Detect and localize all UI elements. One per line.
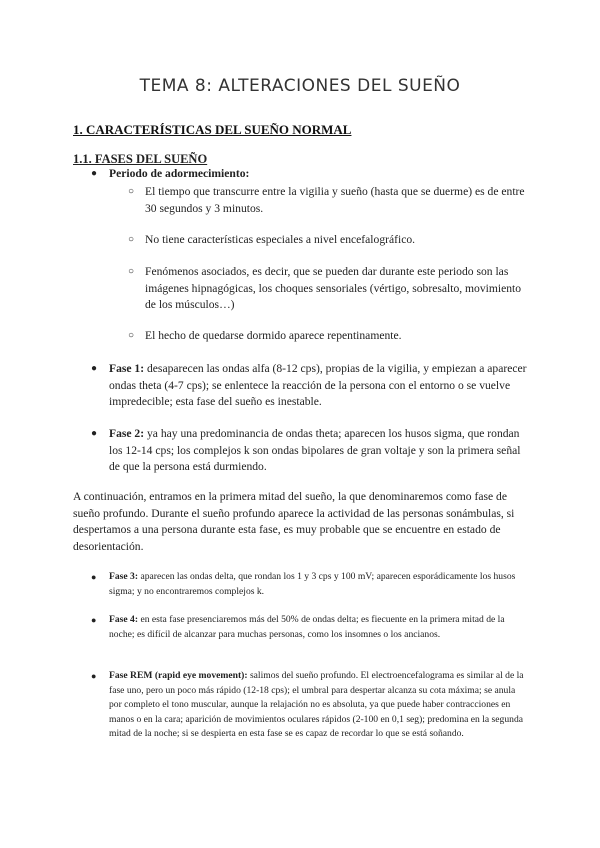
circle-bullet-icon: ○ bbox=[128, 330, 135, 341]
sub-item-text: Fenómenos asociados, es decir, que se pueden dar durante este periodo son las imágenes hipnagógicas, los choques sensoriales (vértigo, sobresalto, movimiento de los músculos…) bbox=[145, 265, 522, 311]
list-item-adormecimiento bbox=[91, 166, 529, 183]
section-heading: 1. CARACTERÍSTICAS DEL SUEÑO NORMAL bbox=[73, 122, 352, 137]
fase-3-text: aparecen las ondas delta, que rondan los 1 y 3 cps y 100 mV; aparecen esporádicamente los husos sigma; y no encontraremos complejos k. bbox=[109, 571, 516, 597]
adormecimiento-label: Periodo de adormecimiento: bbox=[109, 167, 250, 180]
sueno-profundo-paragraph: A continuación, entramos en la primera mitad del sueño, la que denominaremos como fase de sueño profundo. Durante el sueño profundo aparece la actividad de las personas sonámbulas, si despertamos a una persona durante esta fase, es muy probable que se encuentre en estado de desorientación. bbox=[73, 490, 515, 553]
fase-3-label: Fase 3: bbox=[109, 571, 139, 582]
sub-item-text: El hecho de quedarse dormido aparece repentinamente. bbox=[145, 329, 402, 342]
circle-bullet-icon: ○ bbox=[128, 266, 135, 277]
fase-4-label: Fase 4: bbox=[109, 614, 139, 625]
fase-rem-text: salimos del sueño profundo. El electroencefalograma es similar al de la fase uno, pero un poco más rápido (12-18 cps); el umbral para despertar alcanza su cota máxima; se anula por completo el tono muscular, aunque la relajación no es absoluta, ya que puede haber contracciones en manos o en la cara; aparición de movimientos oculares rápidos (2-100 en 0,1 seg); predomina en la segunda mitad de la noche; si se despierta en esta fase se es capaz de recordar lo que se está soñando. bbox=[109, 670, 524, 740]
bullet-icon: ● bbox=[91, 363, 98, 374]
circle-bullet-icon: ○ bbox=[128, 186, 135, 197]
fase-4-text: en esta fase presenciaremos más del 50% de ondas delta; es fiecuente en la primera mitad de la noche; es difícil de alcanzar para muchas personas, como los insomnes o los ancianos. bbox=[109, 614, 505, 640]
list-item-fase-3 bbox=[91, 570, 529, 599]
bullet-icon: ● bbox=[91, 572, 97, 582]
list-item-fase-rem bbox=[91, 669, 529, 742]
subsection-heading: 1.1. FASES DEL SUEÑO bbox=[73, 152, 208, 166]
sub-list-item bbox=[128, 264, 530, 314]
fase-1-text: desaparecen las ondas alfa (8-12 cps), propias de la vigilia, y empiezan a aparecer ondas theta (4-7 cps); se enlentece la reacción de la persona con el entorno o se vuelve impredecible; esta fase del sueño es inestable. bbox=[109, 362, 527, 408]
fase-rem-label: Fase REM (rapid eye movement): bbox=[109, 670, 248, 681]
sub-list-item bbox=[128, 184, 530, 217]
sub-list-item bbox=[128, 232, 530, 249]
bullet-icon: ● bbox=[91, 671, 97, 681]
fase-2-text: ya hay una predominancia de ondas theta; aparecen los husos sigma, que rondan los 12-14 cps; los complejos k son ondas bipolares de gran voltaje y son la primera señal de que la persona está durmiendo. bbox=[109, 427, 521, 473]
bullet-icon: ● bbox=[91, 615, 97, 625]
list-item-fase-4 bbox=[91, 613, 529, 642]
document-title: TEMA 8: ALTERACIONES DEL SUEÑO bbox=[139, 76, 461, 96]
bullet-icon: ● bbox=[91, 428, 98, 439]
bullet-icon: ● bbox=[91, 168, 98, 179]
list-item-fase-1 bbox=[91, 361, 529, 411]
list-item-fase-2 bbox=[91, 426, 529, 476]
sub-item-text: No tiene características especiales a nivel encefalográfico. bbox=[145, 233, 416, 246]
sub-item-text: El tiempo que transcurre entre la vigilia y sueño (hasta que se duerme) es de entre 30 segundos y 3 minutos. bbox=[145, 185, 525, 215]
circle-bullet-icon: ○ bbox=[128, 234, 135, 245]
sub-list-item bbox=[128, 328, 530, 345]
fase-2-label: Fase 2: bbox=[109, 427, 145, 440]
fase-1-label: Fase 1: bbox=[109, 362, 145, 375]
